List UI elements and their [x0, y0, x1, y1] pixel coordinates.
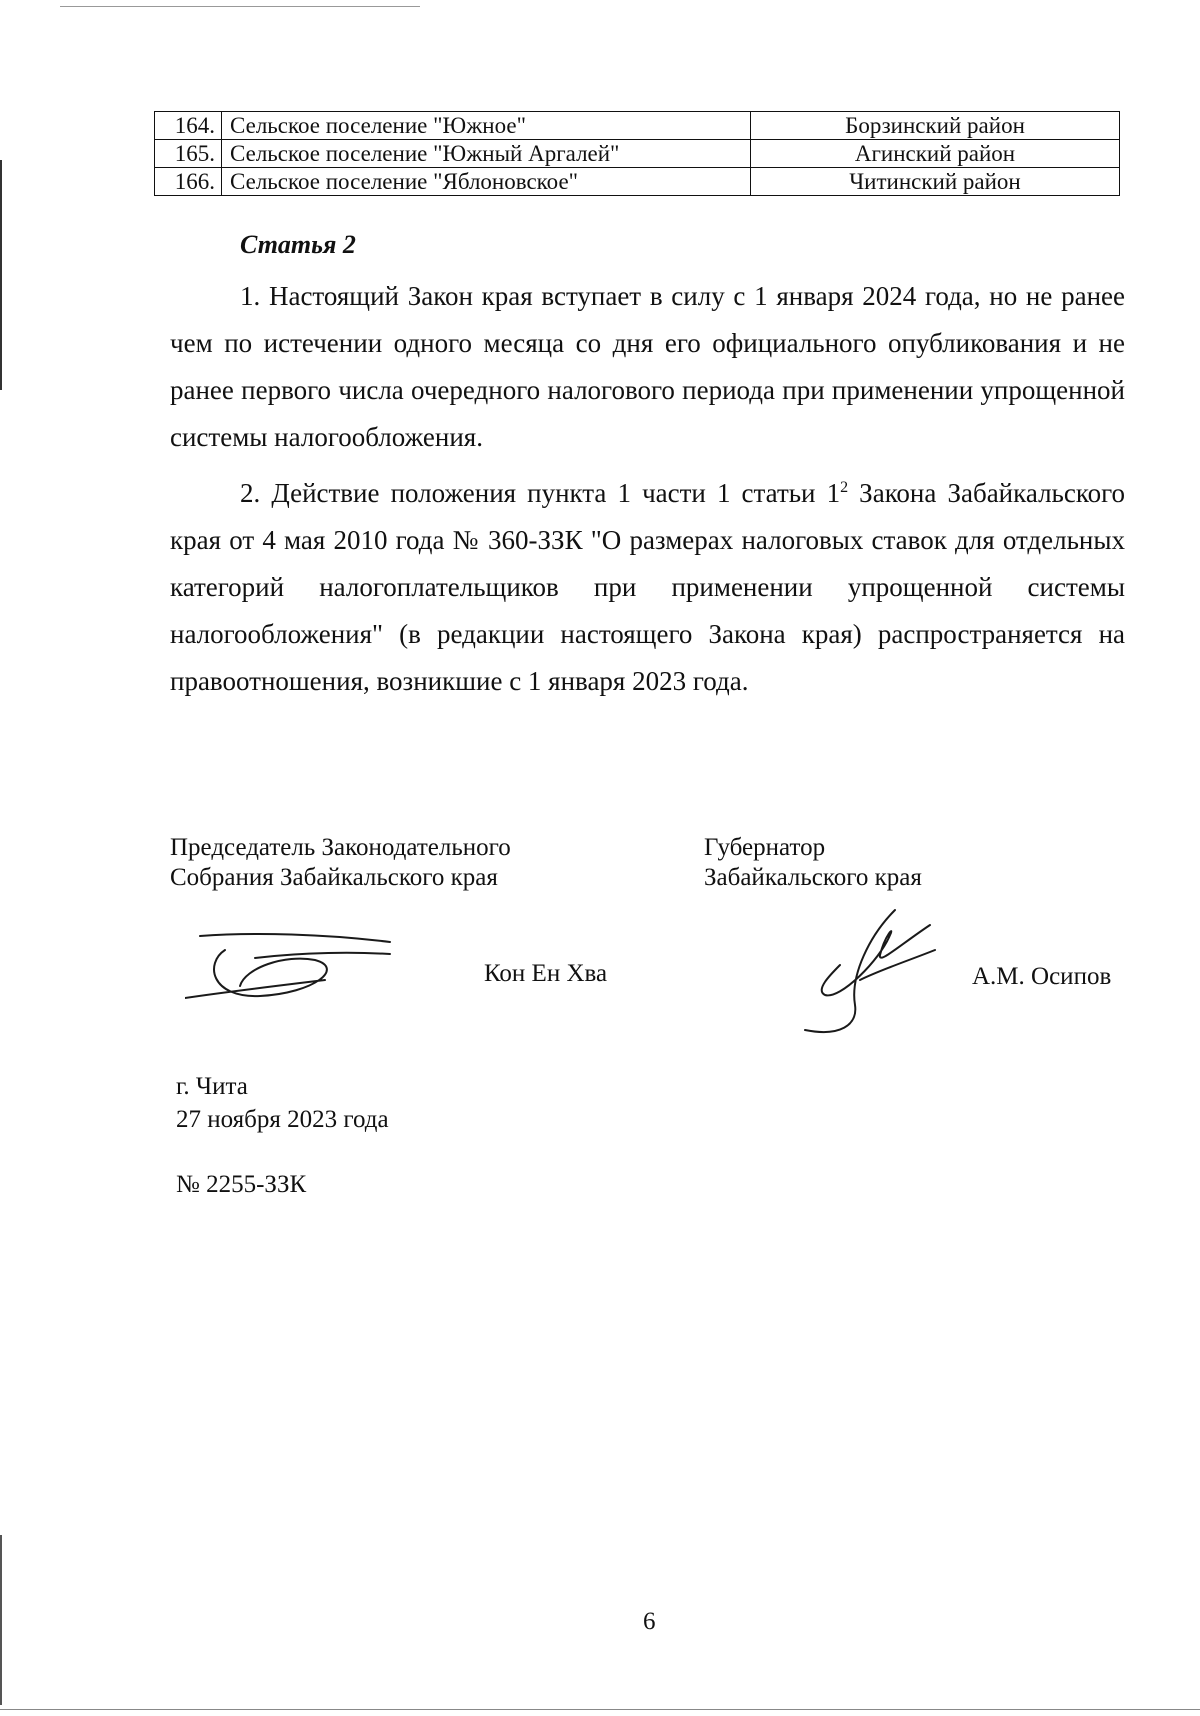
scan-artifact-edge	[0, 1535, 2, 1705]
chair-title	[170, 833, 511, 893]
district-name: Агинский район	[751, 140, 1120, 168]
date-label: 27 ноября 2023 года	[176, 1106, 389, 1133]
governor-name: А.М. Осипов	[972, 963, 1112, 990]
paragraph-text-end: Закона Забайкальского края от 4 мая 2010 года № 360-ЗЗК "О размерах налоговых ставок для отдельных категорий налогоплательщиков при применении упрощенной системы налогообложения" (в редакции настоящего Закона края) распространяется на правоотношения, возникшие с 1 января 2023 года.	[170, 478, 1125, 696]
table-row	[155, 112, 1120, 140]
city-label: г. Чита	[176, 1073, 248, 1100]
governor-signature	[800, 905, 940, 1040]
chair-title-line: Собрания Забайкальского края	[170, 864, 498, 891]
settlement-name: Сельское поселение "Южный Аргалей"	[222, 140, 751, 168]
page-number: 6	[643, 1608, 656, 1635]
settlement-name: Сельское поселение "Южное"	[222, 112, 751, 140]
chair-name: Кон Ен Хва	[484, 960, 608, 987]
superscript-index: 2	[840, 479, 849, 496]
district-name: Борзинский район	[751, 112, 1120, 140]
settlement-name: Сельское поселение "Яблоновское"	[222, 168, 751, 196]
table-row	[155, 168, 1120, 196]
paragraph-text-start: 2. Действие положения пункта 1 части 1 статьи 1	[240, 478, 841, 508]
row-number: 166.	[155, 168, 222, 196]
row-number: 165.	[155, 140, 222, 168]
governor-title	[704, 833, 922, 893]
scan-artifact-line	[0, 1709, 1200, 1710]
governor-title-line: Забайкальского края	[704, 864, 922, 891]
article-title: Статья 2	[240, 230, 356, 259]
chair-title-line: Председатель Законодательного	[170, 834, 511, 861]
scan-artifact-edge	[0, 160, 2, 390]
article-paragraph-2	[170, 470, 1125, 705]
article-paragraph-1	[170, 273, 1125, 461]
settlements-table	[154, 111, 1120, 196]
chair-signature	[185, 928, 405, 1018]
paragraph-text: 1. Настоящий Закон края вступает в силу с 1 января 2024 года, но не ранее чем по истечении одного месяца со дня его официального опубликования и не ранее первого числа очередного налогового периода при применении упрощенной системы налогообложения.	[170, 281, 1125, 452]
law-number: № 2255-ЗЗК	[176, 1171, 307, 1198]
district-name: Читинский район	[751, 168, 1120, 196]
table-row	[155, 140, 1120, 168]
governor-title-line: Губернатор	[704, 834, 826, 861]
row-number: 164.	[155, 112, 222, 140]
scan-artifact-line	[60, 6, 420, 7]
